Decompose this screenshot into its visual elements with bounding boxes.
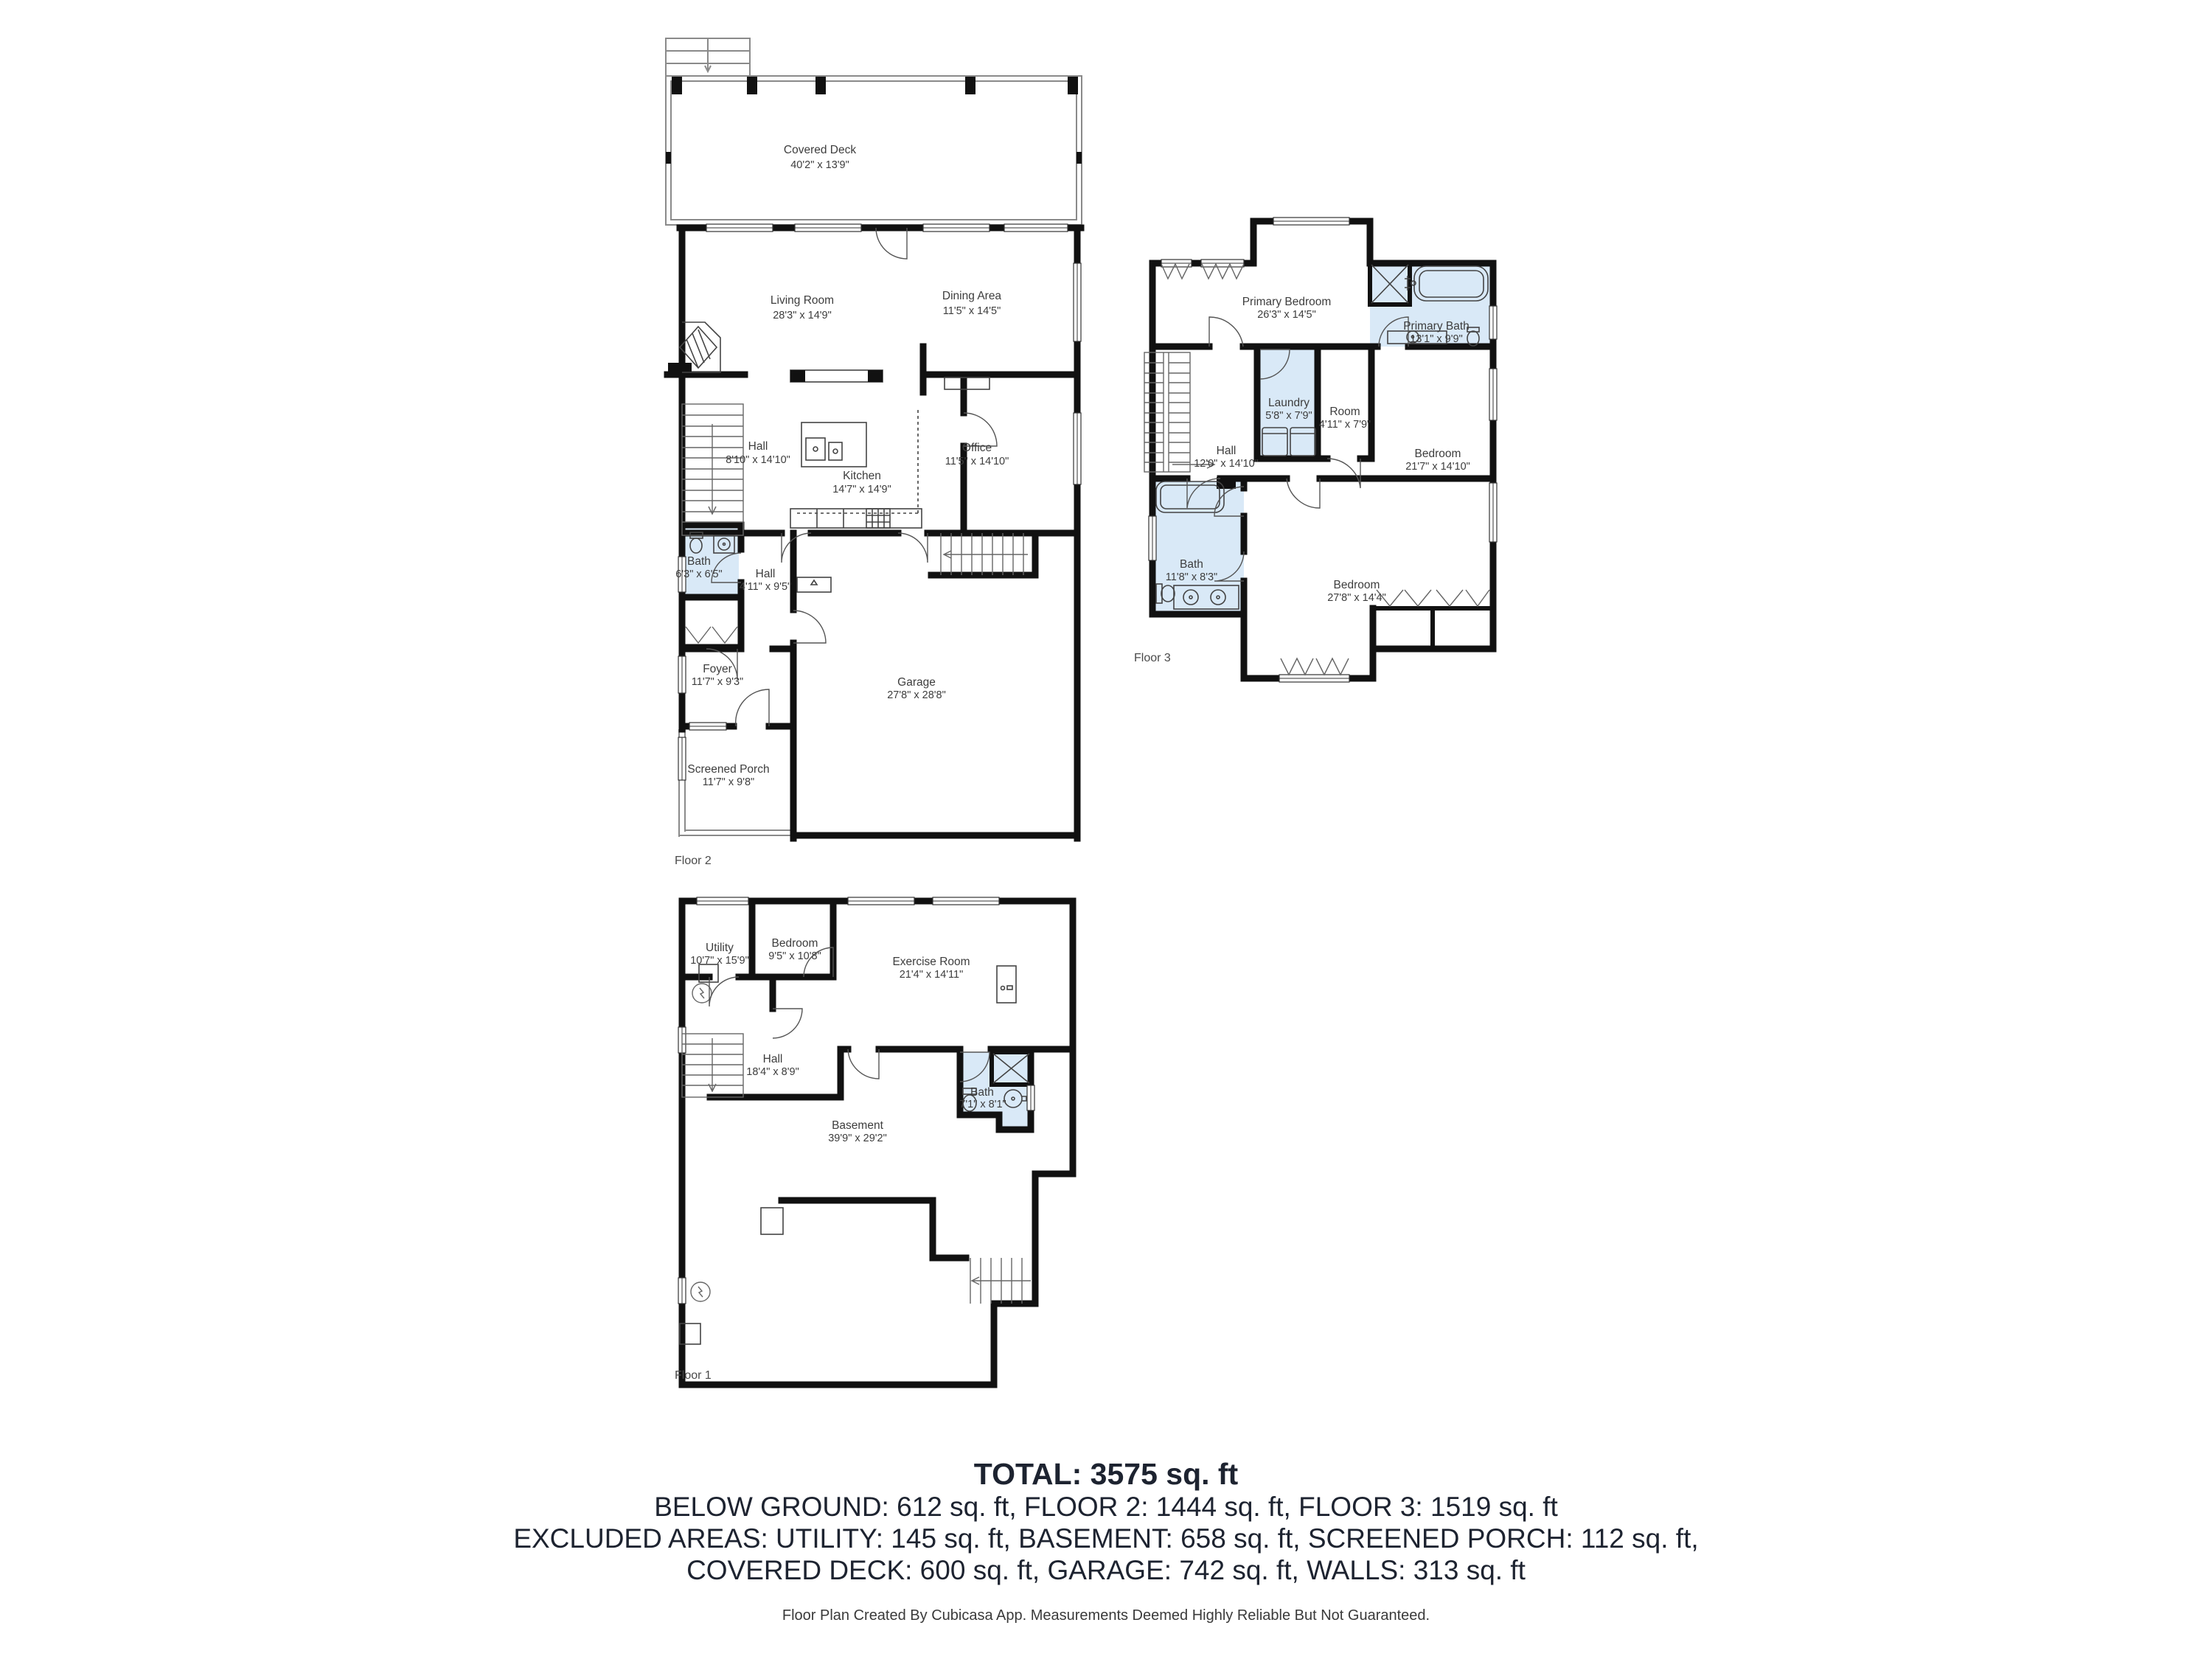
room-dims: 4'11" x 7'9" — [1318, 419, 1371, 431]
room-label: Primary Bath — [1403, 320, 1470, 333]
room-label: Kitchen — [843, 470, 881, 482]
room-label: Bedroom — [1414, 448, 1461, 460]
room-label: Garage — [897, 676, 936, 689]
room-dims: 4'11" x 9'5" — [739, 581, 792, 593]
floor-label: Floor 3 — [1134, 652, 1171, 664]
room-label: Office — [961, 442, 992, 454]
stairs-to-garage — [941, 533, 1028, 575]
deck-posts — [666, 77, 1082, 164]
room-dims: 11'5" x 14'5" — [942, 305, 1001, 317]
room-labels — [675, 144, 1009, 867]
covered-deck — [666, 38, 1082, 225]
utility-fixtures — [680, 964, 1016, 1344]
room-dims: 13'1" x 9'9" — [1410, 333, 1463, 345]
room-label: Hall — [1216, 445, 1237, 457]
room-label: Exercise Room — [892, 956, 970, 968]
room-label: Bedroom — [771, 937, 818, 950]
room-dims: 11'5" x 14'10" — [945, 456, 1009, 467]
room-dims: 8'10" x 14'10" — [726, 454, 790, 466]
room-label: Bath — [1180, 558, 1203, 571]
bath-fill — [1155, 263, 1493, 614]
room-dims: 14'7" x 14'9" — [832, 484, 891, 495]
room-dims: 7'1" x 8'1" — [959, 1099, 1006, 1110]
floor-1-plan — [662, 894, 1106, 1395]
room-dims: 39'9" x 29'2" — [828, 1133, 887, 1144]
stairs-upper — [682, 404, 743, 535]
room-dims: 11'8" x 8'3" — [1165, 571, 1218, 583]
room-label: Foyer — [703, 663, 732, 675]
walls — [667, 228, 1081, 838]
room-label: Screened Porch — [687, 763, 770, 776]
room-label: Hall — [755, 568, 776, 580]
room-label: Hall — [762, 1053, 783, 1065]
stairs-upper — [682, 1034, 743, 1097]
windows — [678, 224, 1081, 780]
room-dims: 40'2" x 13'9" — [790, 159, 849, 171]
room-label: Covered Deck — [783, 144, 857, 156]
floor-areas-text: BELOW GROUND: 612 sq. ft, FLOOR 2: 1444 sq. ft, FLOOR 3: 1519 sq. ft — [654, 1492, 1558, 1522]
room-label: Dining Area — [942, 290, 1002, 302]
room-label: Laundry — [1267, 397, 1310, 409]
kitchen-fixtures — [790, 370, 922, 528]
excluded-areas-text: EXCLUDED AREAS: UTILITY: 145 sq. ft, BASEMENT: 658 sq. ft, SCREENED PORCH: 112 sq. ft, — [513, 1523, 1699, 1554]
excluded-areas-text-2: COVERED DECK: 600 sq. ft, GARAGE: 742 sq. ft, WALLS: 313 sq. ft — [686, 1555, 1526, 1585]
room-dims: 26'3" x 14'5" — [1257, 309, 1316, 321]
stairs-lower — [970, 1258, 1031, 1304]
garage-shelf — [797, 577, 831, 592]
room-label: Hall — [748, 440, 768, 453]
room-dims: 11'7" x 9'8" — [702, 776, 755, 788]
room-dims: 28'3" x 14'9" — [773, 310, 832, 321]
closet-chevrons — [1377, 590, 1489, 606]
floor-2-plan — [662, 29, 1106, 885]
floor-label: Floor 2 — [675, 855, 712, 867]
room-label: Room — [1329, 406, 1360, 418]
room-dims: 11'7" x 9'3" — [691, 676, 744, 688]
room-label: Bath — [970, 1086, 994, 1099]
floor-3-plan — [1127, 214, 1578, 686]
room-dims: 21'7" x 14'10" — [1405, 461, 1470, 473]
room-label: Bedroom — [1333, 579, 1380, 591]
room-label: Bath — [687, 555, 711, 568]
room-dims: 27'8" x 28'8" — [887, 689, 946, 701]
room-label: Living Room — [770, 294, 835, 307]
room-labels — [675, 937, 1006, 1382]
room-label: Primary Bedroom — [1242, 296, 1332, 308]
room-dims: 18'4" x 8'9" — [746, 1066, 799, 1078]
room-dims: 6'3" x 6'5" — [675, 568, 723, 580]
room-dims: 10'7" x 15'9" — [690, 955, 749, 967]
room-dims: 27'8" x 14'4" — [1327, 592, 1386, 604]
room-label: Utility — [706, 942, 734, 954]
room-dims: 21'4" x 14'11" — [899, 969, 964, 981]
room-dims: 12'0" x 14'10" — [1194, 458, 1259, 470]
room-dims: 5'8" x 7'9" — [1265, 410, 1312, 422]
disclaimer-text: Floor Plan Created By Cubicasa App. Measurements Deemed Highly Reliable But Not Guaranteed. — [782, 1607, 1430, 1624]
room-label: Basement — [832, 1119, 883, 1132]
floor-label: Floor 1 — [675, 1369, 712, 1382]
closet-chevrons — [686, 627, 737, 643]
total-area-text: TOTAL: 3575 sq. ft — [973, 1457, 1239, 1491]
room-dims: 9'5" x 10'8" — [768, 950, 821, 962]
